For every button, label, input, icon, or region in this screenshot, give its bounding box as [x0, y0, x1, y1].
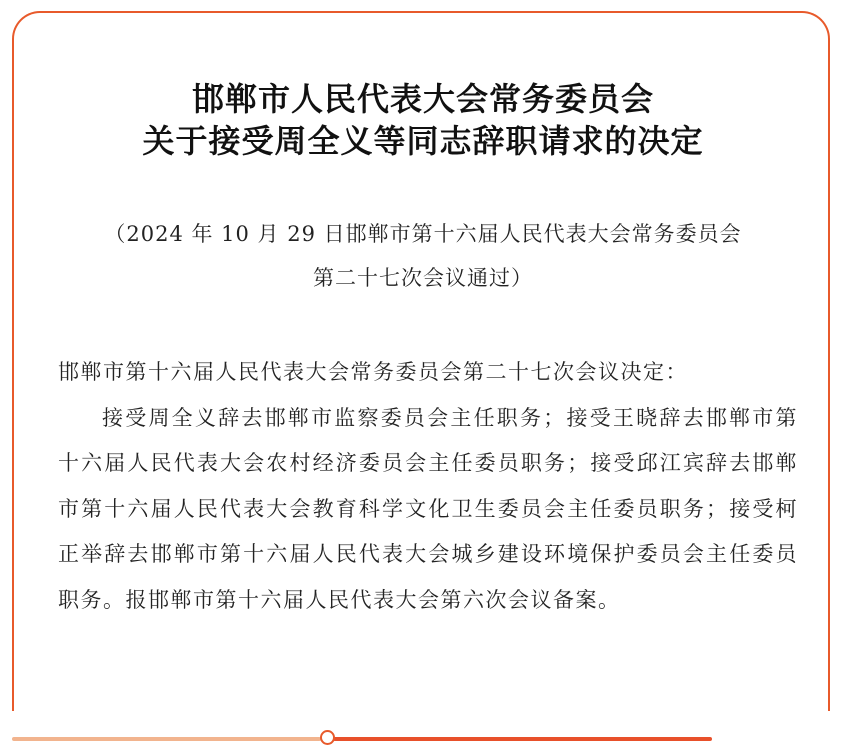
document-subtitle-line1: （2024 年 10 月 29 日邯郸市第十六届人民代表大会常务委员会	[104, 222, 742, 246]
body-paragraph-intro: 邯郸市第十六届人民代表大会常务委员会第二十七次会议决定：	[58, 360, 688, 384]
scroll-progress-bar[interactable]	[12, 731, 712, 747]
body-paragraph-decision: 接受周全义辞去邯郸市监察委员会主任职务；接受王晓辞去邯郸市第十六届人民代表大会农村经济委员会主任委员职务；接受邱江宾辞去邯郸市第十六届人民代表大会教育科学文化卫生委员会主任委员职务；接受柯正举辞去邯郸市第十六届人民代表大会城乡建设环境保护委员会主任委员职务。报邯郸市第十六届人民代表大会第六次会议备案。	[58, 405, 798, 612]
progress-remaining-track	[333, 737, 712, 741]
document-body	[58, 350, 798, 623]
document-subtitle-line2: 第二十七次会议通过）	[313, 266, 533, 290]
document-title-line2: 关于接受周全义等同志辞职请求的决定	[142, 122, 704, 160]
progress-played-track	[12, 737, 321, 741]
progress-handle[interactable]	[320, 730, 335, 745]
document-title-line1: 邯郸市人民代表大会常务委员会	[191, 80, 654, 118]
